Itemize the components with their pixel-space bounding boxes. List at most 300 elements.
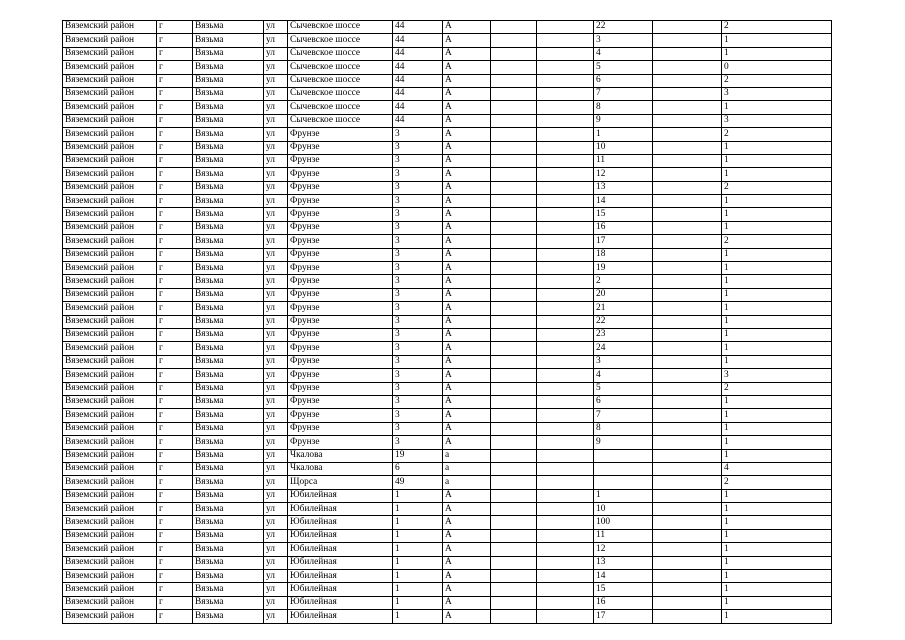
apartment-cell: 14 bbox=[594, 195, 653, 208]
table-row bbox=[63, 128, 832, 141]
count-cell: 1 bbox=[722, 449, 832, 462]
house-cell: 3 bbox=[393, 395, 443, 408]
street-cell: Фрунзе bbox=[288, 436, 393, 449]
house-cell: 1 bbox=[393, 503, 443, 516]
settlement-type-cell: г bbox=[157, 288, 193, 301]
table-row bbox=[63, 395, 832, 408]
house-cell: 3 bbox=[393, 248, 443, 261]
letter-cell: А bbox=[443, 328, 491, 341]
count-cell: 1 bbox=[722, 395, 832, 408]
settlement-cell: Вязьма bbox=[193, 141, 264, 154]
district-cell: Вяземский район bbox=[63, 208, 157, 221]
letter-cell: А bbox=[443, 114, 491, 127]
letter-cell: а bbox=[443, 476, 491, 489]
letter-cell: А bbox=[443, 409, 491, 422]
settlement-cell: Вязьма bbox=[193, 369, 264, 382]
settlement-type-cell: г bbox=[157, 355, 193, 368]
room-cell bbox=[653, 596, 722, 609]
street-cell: Юбилейная bbox=[288, 610, 393, 623]
room-cell bbox=[653, 168, 722, 181]
table-row bbox=[63, 221, 832, 234]
structure-cell bbox=[537, 87, 594, 100]
district-cell: Вяземский район bbox=[63, 221, 157, 234]
house-cell: 3 bbox=[393, 221, 443, 234]
street-type-cell: ул bbox=[264, 235, 288, 248]
street-type-cell: ул bbox=[264, 462, 288, 475]
count-cell: 1 bbox=[722, 328, 832, 341]
street-cell: Фрунзе bbox=[288, 369, 393, 382]
structure-cell bbox=[537, 449, 594, 462]
district-cell: Вяземский район bbox=[63, 114, 157, 127]
house-cell: 3 bbox=[393, 141, 443, 154]
building-cell bbox=[491, 409, 537, 422]
street-type-cell: ул bbox=[264, 610, 288, 623]
street-cell: Сычевское шоссе bbox=[288, 101, 393, 114]
building-cell bbox=[491, 61, 537, 74]
house-cell: 44 bbox=[393, 101, 443, 114]
room-cell bbox=[653, 610, 722, 623]
district-cell: Вяземский район bbox=[63, 61, 157, 74]
district-cell: Вяземский район bbox=[63, 275, 157, 288]
room-cell bbox=[653, 302, 722, 315]
settlement-type-cell: г bbox=[157, 503, 193, 516]
house-cell: 44 bbox=[393, 34, 443, 47]
structure-cell bbox=[537, 516, 594, 529]
building-cell bbox=[491, 315, 537, 328]
letter-cell: А bbox=[443, 436, 491, 449]
structure-cell bbox=[537, 422, 594, 435]
settlement-type-cell: г bbox=[157, 382, 193, 395]
count-cell: 1 bbox=[722, 610, 832, 623]
apartment-cell: 5 bbox=[594, 382, 653, 395]
street-cell: Фрунзе bbox=[288, 168, 393, 181]
building-cell bbox=[491, 128, 537, 141]
letter-cell: А bbox=[443, 503, 491, 516]
structure-cell bbox=[537, 141, 594, 154]
apartment-cell: 1 bbox=[594, 489, 653, 502]
district-cell: Вяземский район bbox=[63, 449, 157, 462]
letter-cell: А bbox=[443, 543, 491, 556]
letter-cell: А bbox=[443, 556, 491, 569]
building-cell bbox=[491, 74, 537, 87]
settlement-cell: Вязьма bbox=[193, 543, 264, 556]
street-cell: Фрунзе bbox=[288, 154, 393, 167]
house-cell: 3 bbox=[393, 154, 443, 167]
street-type-cell: ул bbox=[264, 47, 288, 60]
structure-cell bbox=[537, 221, 594, 234]
house-cell: 3 bbox=[393, 288, 443, 301]
street-cell: Фрунзе bbox=[288, 208, 393, 221]
settlement-cell: Вязьма bbox=[193, 74, 264, 87]
room-cell bbox=[653, 61, 722, 74]
settlement-cell: Вязьма bbox=[193, 556, 264, 569]
district-cell: Вяземский район bbox=[63, 382, 157, 395]
structure-cell bbox=[537, 476, 594, 489]
settlement-type-cell: г bbox=[157, 476, 193, 489]
room-cell bbox=[653, 409, 722, 422]
district-cell: Вяземский район bbox=[63, 302, 157, 315]
settlement-cell: Вязьма bbox=[193, 596, 264, 609]
building-cell bbox=[491, 369, 537, 382]
structure-cell bbox=[537, 395, 594, 408]
street-type-cell: ул bbox=[264, 570, 288, 583]
settlement-cell: Вязьма bbox=[193, 328, 264, 341]
settlement-type-cell: г bbox=[157, 114, 193, 127]
settlement-type-cell: г bbox=[157, 328, 193, 341]
district-cell: Вяземский район bbox=[63, 128, 157, 141]
table-row bbox=[63, 101, 832, 114]
table-row bbox=[63, 302, 832, 315]
street-type-cell: ул bbox=[264, 288, 288, 301]
letter-cell: А bbox=[443, 221, 491, 234]
settlement-cell: Вязьма bbox=[193, 21, 264, 34]
room-cell bbox=[653, 583, 722, 596]
settlement-cell: Вязьма bbox=[193, 87, 264, 100]
table-row bbox=[63, 34, 832, 47]
settlement-type-cell: г bbox=[157, 543, 193, 556]
settlement-cell: Вязьма bbox=[193, 181, 264, 194]
apartment-cell: 8 bbox=[594, 101, 653, 114]
street-type-cell: ул bbox=[264, 583, 288, 596]
settlement-cell: Вязьма bbox=[193, 275, 264, 288]
settlement-type-cell: г bbox=[157, 221, 193, 234]
apartment-cell: 13 bbox=[594, 181, 653, 194]
building-cell bbox=[491, 34, 537, 47]
district-cell: Вяземский район bbox=[63, 409, 157, 422]
structure-cell bbox=[537, 489, 594, 502]
structure-cell bbox=[537, 208, 594, 221]
district-cell: Вяземский район bbox=[63, 168, 157, 181]
street-type-cell: ул bbox=[264, 128, 288, 141]
settlement-cell: Вязьма bbox=[193, 516, 264, 529]
house-cell: 3 bbox=[393, 262, 443, 275]
table-row bbox=[63, 328, 832, 341]
table-row bbox=[63, 114, 832, 127]
count-cell: 2 bbox=[722, 235, 832, 248]
building-cell bbox=[491, 543, 537, 556]
apartment-cell: 3 bbox=[594, 355, 653, 368]
street-type-cell: ул bbox=[264, 476, 288, 489]
apartment-cell: 6 bbox=[594, 74, 653, 87]
building-cell bbox=[491, 382, 537, 395]
structure-cell bbox=[537, 556, 594, 569]
house-cell: 3 bbox=[393, 128, 443, 141]
street-cell: Сычевское шоссе bbox=[288, 114, 393, 127]
count-cell: 3 bbox=[722, 114, 832, 127]
table-row bbox=[63, 449, 832, 462]
room-cell bbox=[653, 128, 722, 141]
house-cell: 1 bbox=[393, 610, 443, 623]
house-cell: 49 bbox=[393, 476, 443, 489]
apartment-cell: 16 bbox=[594, 221, 653, 234]
structure-cell bbox=[537, 128, 594, 141]
letter-cell: А bbox=[443, 583, 491, 596]
house-cell: 3 bbox=[393, 168, 443, 181]
apartment-cell: 19 bbox=[594, 262, 653, 275]
house-cell: 3 bbox=[393, 235, 443, 248]
table-row bbox=[63, 168, 832, 181]
apartment-cell: 18 bbox=[594, 248, 653, 261]
house-cell: 3 bbox=[393, 315, 443, 328]
district-cell: Вяземский район bbox=[63, 489, 157, 502]
settlement-cell: Вязьма bbox=[193, 302, 264, 315]
street-cell: Фрунзе bbox=[288, 248, 393, 261]
table-row bbox=[63, 21, 832, 34]
district-cell: Вяземский район bbox=[63, 543, 157, 556]
room-cell bbox=[653, 570, 722, 583]
count-cell: 1 bbox=[722, 168, 832, 181]
letter-cell: А bbox=[443, 208, 491, 221]
settlement-cell: Вязьма bbox=[193, 101, 264, 114]
street-type-cell: ул bbox=[264, 221, 288, 234]
settlement-type-cell: г bbox=[157, 101, 193, 114]
room-cell bbox=[653, 382, 722, 395]
room-cell bbox=[653, 355, 722, 368]
structure-cell bbox=[537, 101, 594, 114]
street-type-cell: ул bbox=[264, 248, 288, 261]
letter-cell: А bbox=[443, 181, 491, 194]
room-cell bbox=[653, 529, 722, 542]
building-cell bbox=[491, 235, 537, 248]
room-cell bbox=[653, 422, 722, 435]
settlement-cell: Вязьма bbox=[193, 61, 264, 74]
settlement-type-cell: г bbox=[157, 168, 193, 181]
street-cell: Юбилейная bbox=[288, 570, 393, 583]
letter-cell: А bbox=[443, 101, 491, 114]
table-row bbox=[63, 154, 832, 167]
room-cell bbox=[653, 248, 722, 261]
letter-cell: А bbox=[443, 74, 491, 87]
apartment-cell: 2 bbox=[594, 275, 653, 288]
apartment-cell: 12 bbox=[594, 168, 653, 181]
table-row bbox=[63, 61, 832, 74]
house-cell: 3 bbox=[393, 355, 443, 368]
house-cell: 44 bbox=[393, 114, 443, 127]
table-row bbox=[63, 516, 832, 529]
settlement-cell: Вязьма bbox=[193, 114, 264, 127]
street-type-cell: ул bbox=[264, 315, 288, 328]
street-cell: Фрунзе bbox=[288, 141, 393, 154]
structure-cell bbox=[537, 302, 594, 315]
count-cell: 1 bbox=[722, 195, 832, 208]
table-body bbox=[63, 21, 832, 624]
street-cell: Сычевское шоссе bbox=[288, 74, 393, 87]
apartment-cell: 8 bbox=[594, 422, 653, 435]
settlement-type-cell: г bbox=[157, 87, 193, 100]
structure-cell bbox=[537, 342, 594, 355]
street-type-cell: ул bbox=[264, 543, 288, 556]
building-cell bbox=[491, 114, 537, 127]
table-row bbox=[63, 529, 832, 542]
street-type-cell: ул bbox=[264, 342, 288, 355]
count-cell: 1 bbox=[722, 355, 832, 368]
street-type-cell: ул bbox=[264, 422, 288, 435]
settlement-type-cell: г bbox=[157, 395, 193, 408]
structure-cell bbox=[537, 409, 594, 422]
settlement-type-cell: г bbox=[157, 436, 193, 449]
structure-cell bbox=[537, 288, 594, 301]
count-cell: 1 bbox=[722, 529, 832, 542]
building-cell bbox=[491, 302, 537, 315]
street-cell: Фрунзе bbox=[288, 342, 393, 355]
structure-cell bbox=[537, 195, 594, 208]
settlement-cell: Вязьма bbox=[193, 503, 264, 516]
room-cell bbox=[653, 262, 722, 275]
letter-cell: А bbox=[443, 596, 491, 609]
settlement-type-cell: г bbox=[157, 342, 193, 355]
apartment-cell bbox=[594, 462, 653, 475]
count-cell: 1 bbox=[722, 47, 832, 60]
count-cell: 1 bbox=[722, 141, 832, 154]
street-cell: Фрунзе bbox=[288, 221, 393, 234]
count-cell: 1 bbox=[722, 262, 832, 275]
street-cell: Сычевское шоссе bbox=[288, 61, 393, 74]
room-cell bbox=[653, 369, 722, 382]
building-cell bbox=[491, 583, 537, 596]
count-cell: 1 bbox=[722, 596, 832, 609]
settlement-type-cell: г bbox=[157, 422, 193, 435]
count-cell: 1 bbox=[722, 570, 832, 583]
structure-cell bbox=[537, 21, 594, 34]
table-row bbox=[63, 409, 832, 422]
structure-cell bbox=[537, 583, 594, 596]
count-cell: 1 bbox=[722, 275, 832, 288]
letter-cell: А bbox=[443, 395, 491, 408]
letter-cell: А bbox=[443, 235, 491, 248]
settlement-type-cell: г bbox=[157, 154, 193, 167]
letter-cell: А bbox=[443, 489, 491, 502]
apartment-cell: 9 bbox=[594, 114, 653, 127]
street-type-cell: ул bbox=[264, 114, 288, 127]
building-cell bbox=[491, 328, 537, 341]
house-cell: 3 bbox=[393, 409, 443, 422]
apartment-cell: 15 bbox=[594, 583, 653, 596]
building-cell bbox=[491, 101, 537, 114]
letter-cell: А bbox=[443, 288, 491, 301]
street-type-cell: ул bbox=[264, 529, 288, 542]
street-cell: Фрунзе bbox=[288, 409, 393, 422]
settlement-cell: Вязьма bbox=[193, 168, 264, 181]
table-row bbox=[63, 275, 832, 288]
settlement-type-cell: г bbox=[157, 195, 193, 208]
table-row bbox=[63, 610, 832, 623]
street-cell: Фрунзе bbox=[288, 262, 393, 275]
district-cell: Вяземский район bbox=[63, 181, 157, 194]
table-row bbox=[63, 288, 832, 301]
apartment-cell: 17 bbox=[594, 235, 653, 248]
settlement-type-cell: г bbox=[157, 583, 193, 596]
street-cell: Юбилейная bbox=[288, 583, 393, 596]
building-cell bbox=[491, 596, 537, 609]
table-row bbox=[63, 422, 832, 435]
district-cell: Вяземский район bbox=[63, 556, 157, 569]
street-type-cell: ул bbox=[264, 556, 288, 569]
letter-cell: А bbox=[443, 195, 491, 208]
table-row bbox=[63, 87, 832, 100]
street-cell: Фрунзе bbox=[288, 195, 393, 208]
letter-cell: А bbox=[443, 355, 491, 368]
street-cell: Щорса bbox=[288, 476, 393, 489]
building-cell bbox=[491, 168, 537, 181]
house-cell: 3 bbox=[393, 328, 443, 341]
building-cell bbox=[491, 221, 537, 234]
count-cell: 2 bbox=[722, 476, 832, 489]
settlement-cell: Вязьма bbox=[193, 529, 264, 542]
count-cell: 1 bbox=[722, 288, 832, 301]
district-cell: Вяземский район bbox=[63, 235, 157, 248]
settlement-cell: Вязьма bbox=[193, 47, 264, 60]
address-table bbox=[62, 20, 832, 624]
letter-cell: А bbox=[443, 34, 491, 47]
street-type-cell: ул bbox=[264, 489, 288, 502]
settlement-cell: Вязьма bbox=[193, 315, 264, 328]
street-cell: Фрунзе bbox=[288, 128, 393, 141]
street-cell: Фрунзе bbox=[288, 235, 393, 248]
house-cell: 1 bbox=[393, 489, 443, 502]
count-cell: 1 bbox=[722, 556, 832, 569]
house-cell: 3 bbox=[393, 369, 443, 382]
letter-cell: А bbox=[443, 516, 491, 529]
street-type-cell: ул bbox=[264, 449, 288, 462]
structure-cell bbox=[537, 154, 594, 167]
house-cell: 3 bbox=[393, 422, 443, 435]
room-cell bbox=[653, 47, 722, 60]
letter-cell: А bbox=[443, 154, 491, 167]
apartment-cell: 21 bbox=[594, 302, 653, 315]
table-row bbox=[63, 476, 832, 489]
room-cell bbox=[653, 503, 722, 516]
structure-cell bbox=[537, 262, 594, 275]
apartment-cell: 24 bbox=[594, 342, 653, 355]
settlement-cell: Вязьма bbox=[193, 436, 264, 449]
apartment-cell: 4 bbox=[594, 369, 653, 382]
settlement-type-cell: г bbox=[157, 128, 193, 141]
letter-cell: А bbox=[443, 275, 491, 288]
table-row bbox=[63, 248, 832, 261]
apartment-cell: 5 bbox=[594, 61, 653, 74]
letter-cell: А bbox=[443, 302, 491, 315]
settlement-cell: Вязьма bbox=[193, 235, 264, 248]
district-cell: Вяземский район bbox=[63, 355, 157, 368]
letter-cell: А bbox=[443, 128, 491, 141]
street-type-cell: ул bbox=[264, 275, 288, 288]
building-cell bbox=[491, 195, 537, 208]
table-row bbox=[63, 195, 832, 208]
apartment-cell: 1 bbox=[594, 128, 653, 141]
room-cell bbox=[653, 436, 722, 449]
house-cell: 44 bbox=[393, 21, 443, 34]
street-cell: Сычевское шоссе bbox=[288, 47, 393, 60]
house-cell: 3 bbox=[393, 302, 443, 315]
building-cell bbox=[491, 489, 537, 502]
count-cell: 2 bbox=[722, 181, 832, 194]
count-cell: 1 bbox=[722, 436, 832, 449]
district-cell: Вяземский район bbox=[63, 503, 157, 516]
house-cell: 44 bbox=[393, 87, 443, 100]
house-cell: 1 bbox=[393, 556, 443, 569]
structure-cell bbox=[537, 74, 594, 87]
district-cell: Вяземский район bbox=[63, 141, 157, 154]
settlement-type-cell: г bbox=[157, 21, 193, 34]
building-cell bbox=[491, 288, 537, 301]
district-cell: Вяземский район bbox=[63, 34, 157, 47]
table-row bbox=[63, 208, 832, 221]
room-cell bbox=[653, 221, 722, 234]
count-cell: 3 bbox=[722, 87, 832, 100]
table-row bbox=[63, 141, 832, 154]
structure-cell bbox=[537, 248, 594, 261]
table-row bbox=[63, 436, 832, 449]
